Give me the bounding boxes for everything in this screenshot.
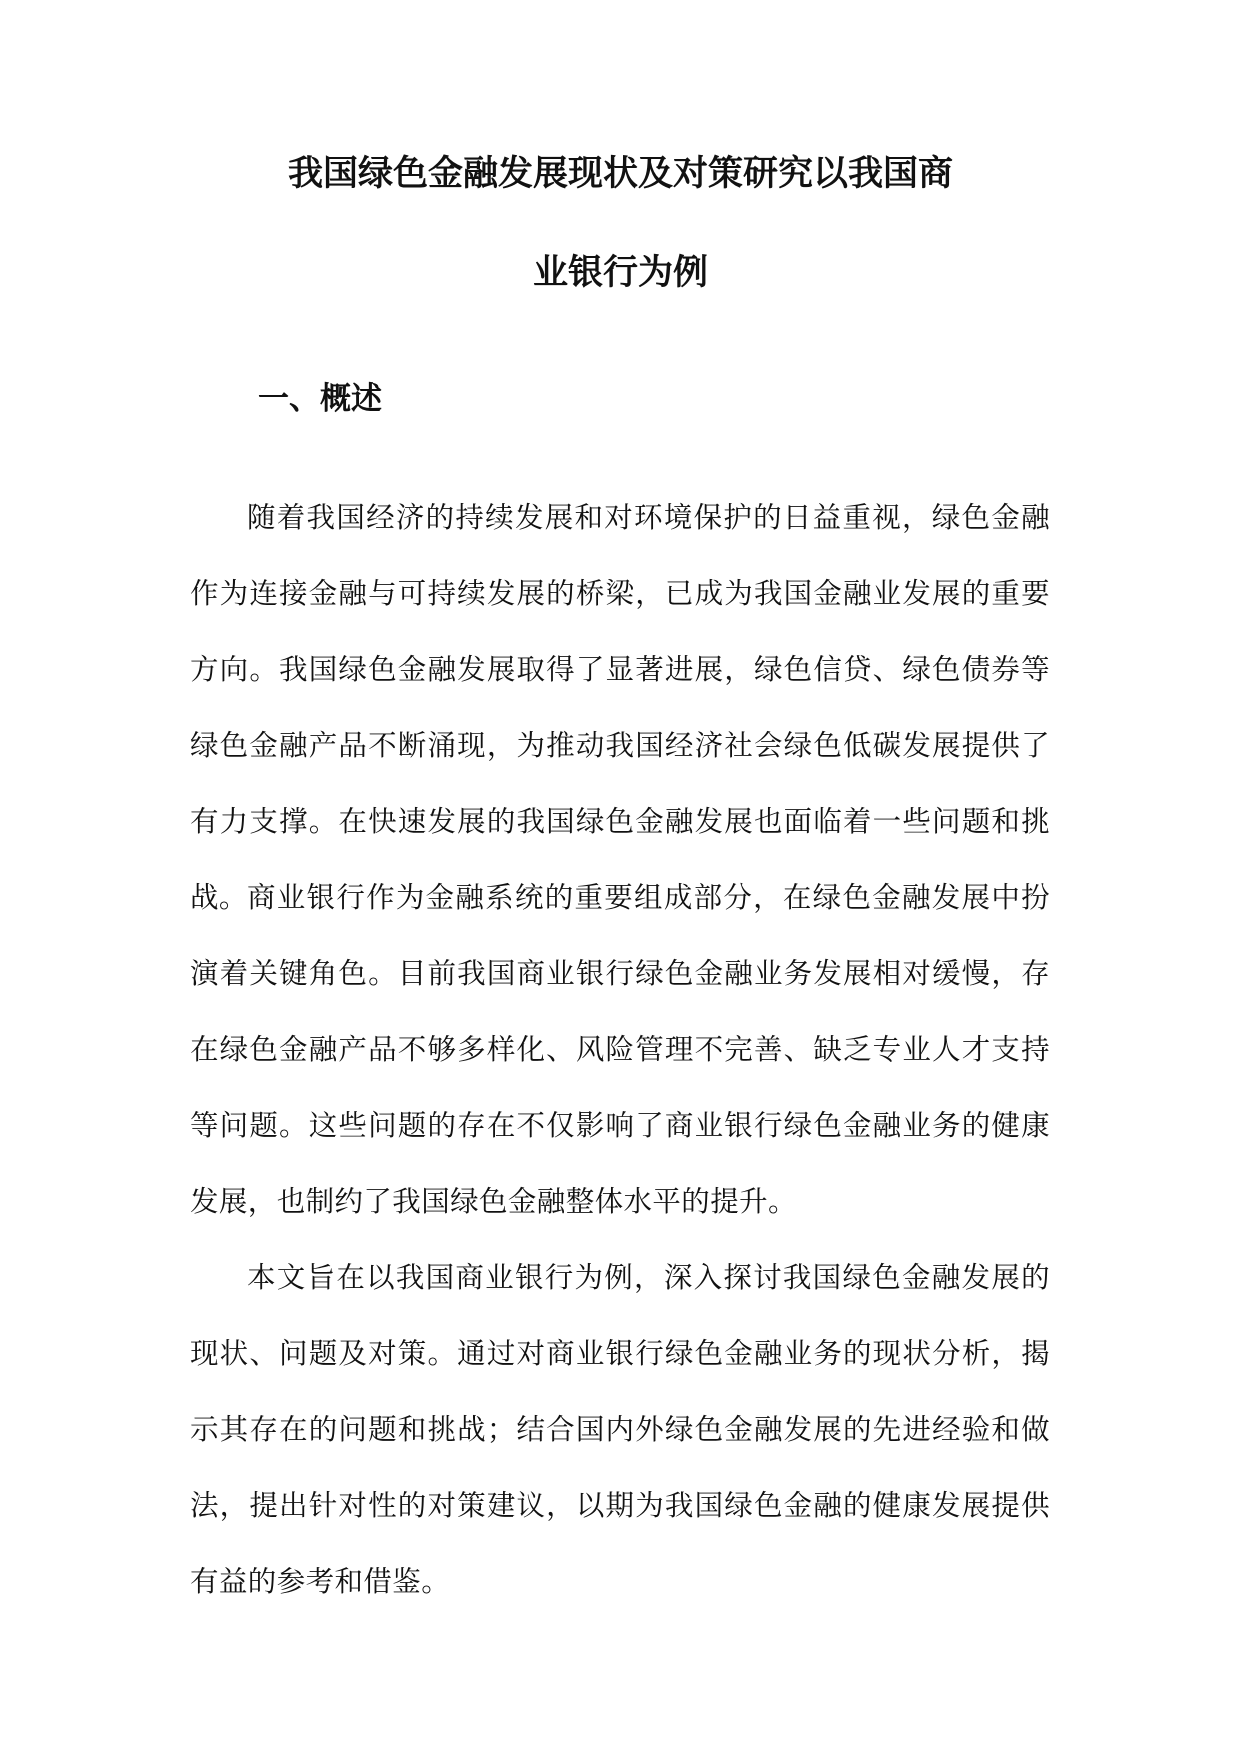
paragraph-1: 随着我国经济的持续发展和对环境保护的日益重视，绿色金融作为连接金融与可持续发展的桥梁，已成为我国金融业发展的重要方向。我国绿色金融发展取得了显著进展，绿色信贷、绿色债券等绿色金融产品不断涌现，为推动我国经济社会绿色低碳发展提供了有力支撑。在快速发展的我国绿色金融发展也面临着一些问题和挑战。 [190,500,1050,914]
document-title-line-1: 我国绿色金融发展现状及对策研究以我国商 [287,154,953,194]
section-heading-overview: 一、概述 [258,381,382,417]
paragraph-2: 商业银行作为金融系统的重要组成部分，在绿色金融发展中扮演着关键角色。目前我国商业银行绿色金融业务发展相对缓慢，存在绿色金融产品不够多样化、风险管理不完善、缺乏专业人才支持等问题。这些问题的存在不仅影响了商业银行绿色金融业务的健康发展，也制约了我国绿色金融整体水平的提升。 [190,880,1050,1218]
document-title-line-2: 业银行为例 [532,253,708,293]
paragraph-3: 本文旨在以我国商业银行为例，深入探讨我国绿色金融发展的现状、问题及对策。通过对商业银行绿色金融业务的现状分析，揭示其存在的问题和挑战；结合国内外绿色金融发展的先进经验和做法，提出针对性的对策建议，以期为我国绿色金融的健康发展提供有益的参考和借鉴。 [190,1260,1050,1598]
